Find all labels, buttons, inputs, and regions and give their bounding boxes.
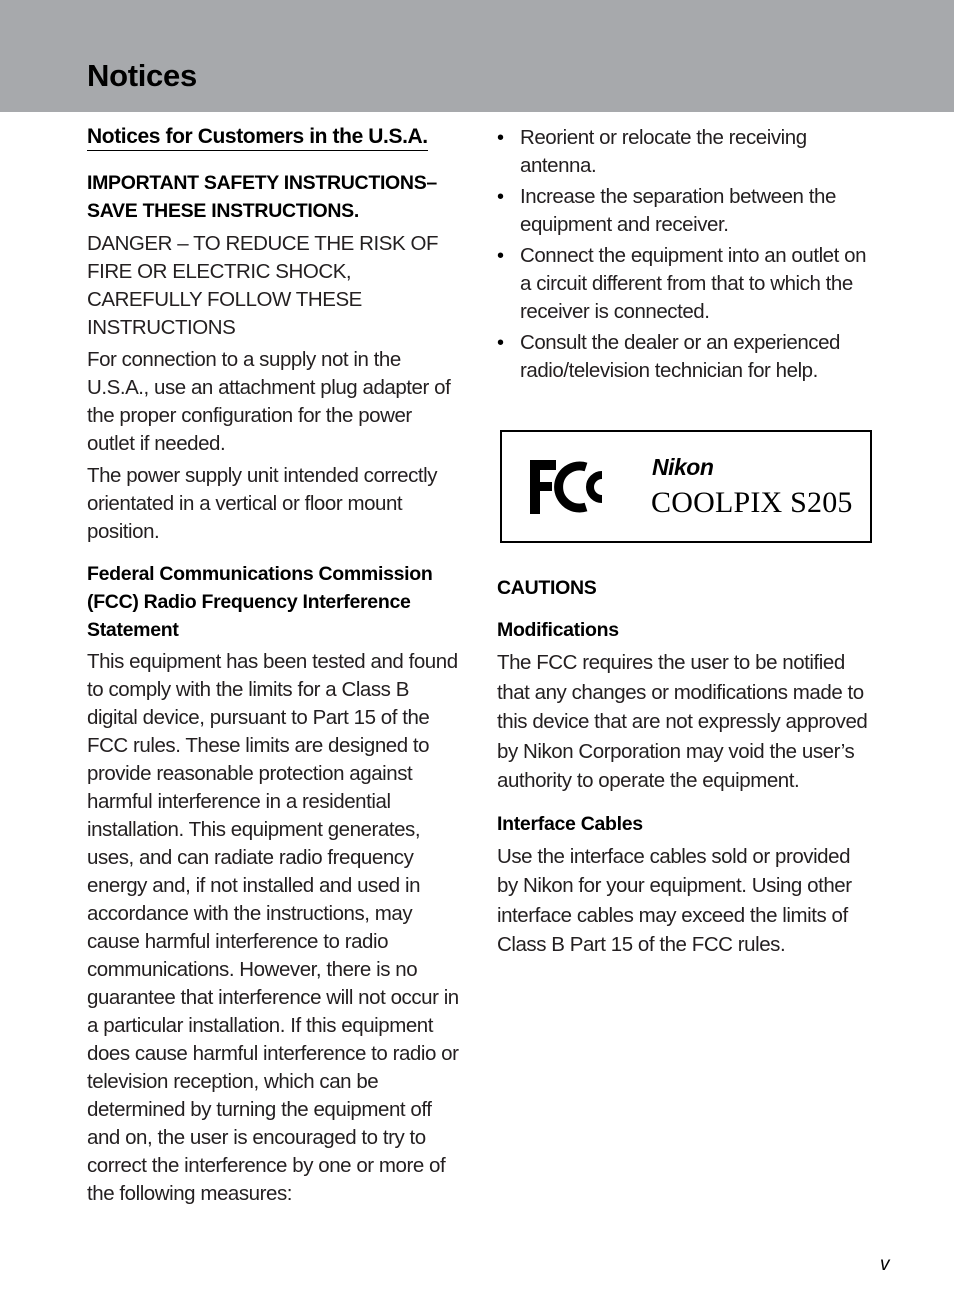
cables-paragraph: Use the interface cables sold or provided by Nikon for your equipment. Using other interface cables may exceed the limits of Class B Part 15 of the FCC rules. xyxy=(497,844,852,956)
safety-heading-line2: SAVE THESE INSTRUCTIONS. xyxy=(87,200,359,222)
power-paragraph: The power supply unit intended correctly orientated in a vertical or floor mount position. xyxy=(87,464,438,543)
bullet-icon: • xyxy=(497,186,504,208)
modifications-paragraph: The FCC requires the user to be notified that any changes or modifications made to this device that are not expressly approved by Nikon Corporation may void the user’s authority to operate the equipment. xyxy=(497,651,868,792)
supply-paragraph: For connection to a supply not in the U.S.A., use an attachment plug adapter of the proper configuration for the power outlet if needed. xyxy=(87,348,451,455)
fcc-logo-icon xyxy=(528,458,612,516)
list-item: • Increase the separation between the equipment and receiver. xyxy=(497,185,836,236)
fcc-heading: Federal Communications Commission (FCC) Radio Frequency Interference Statement xyxy=(87,563,433,641)
left-column xyxy=(87,124,459,1208)
cables-heading: Interface Cables xyxy=(497,812,643,835)
bullet-icon: • xyxy=(497,127,504,149)
page-number: v xyxy=(880,1254,890,1275)
measures-list xyxy=(497,124,872,385)
fcc-paragraph: This equipment has been tested and found to comply with the limits for a Class B digital device, pursuant to Part 15 of the FCC rules. These limits are designed to provide reasonable protection against harmful interference in a residential installation. This equipment generates, uses, and can radiate radio frequency energy and, if not installed and used in accordance with the instructions, may cause harmful interference to radio communications. However, there is no guarantee that interference will not occur in a particular installation. If this equipment does cause harmful interference to radio or television reception, which can be determined by turning the equipment off and on, the user is encouraged to try to correct the interference by one or more of the following measures: xyxy=(87,650,459,1205)
nikon-logo: Nikon xyxy=(652,454,714,480)
section-title: Notices for Customers in the U.S.A. xyxy=(87,124,428,151)
cautions-heading: CAUTIONS xyxy=(497,577,597,599)
list-item: • Reorient or relocate the receiving antenna. xyxy=(497,126,807,177)
fcc-label-box xyxy=(500,430,872,543)
model-name: COOLPIX S205 xyxy=(651,486,853,519)
list-item: • Consult the dealer or an experienced radio/television technician for help. xyxy=(497,331,840,382)
modifications-heading: Modifications xyxy=(497,619,619,641)
header-bar xyxy=(0,0,954,112)
danger-paragraph: DANGER – TO REDUCE THE RISK OF FIRE OR ELECTRIC SHOCK, CAREFULLY FOLLOW THESE INSTRUCTIONS xyxy=(87,232,439,339)
safety-heading-line1: IMPORTANT SAFETY INSTRUCTIONS– xyxy=(87,172,437,194)
bullet-icon: • xyxy=(497,332,504,354)
bullet-icon: • xyxy=(497,245,504,267)
page-title: Notices xyxy=(87,58,197,93)
list-item: • Connect the equipment into an outlet on a circuit different from that to which the receiver is connected. xyxy=(497,244,867,323)
